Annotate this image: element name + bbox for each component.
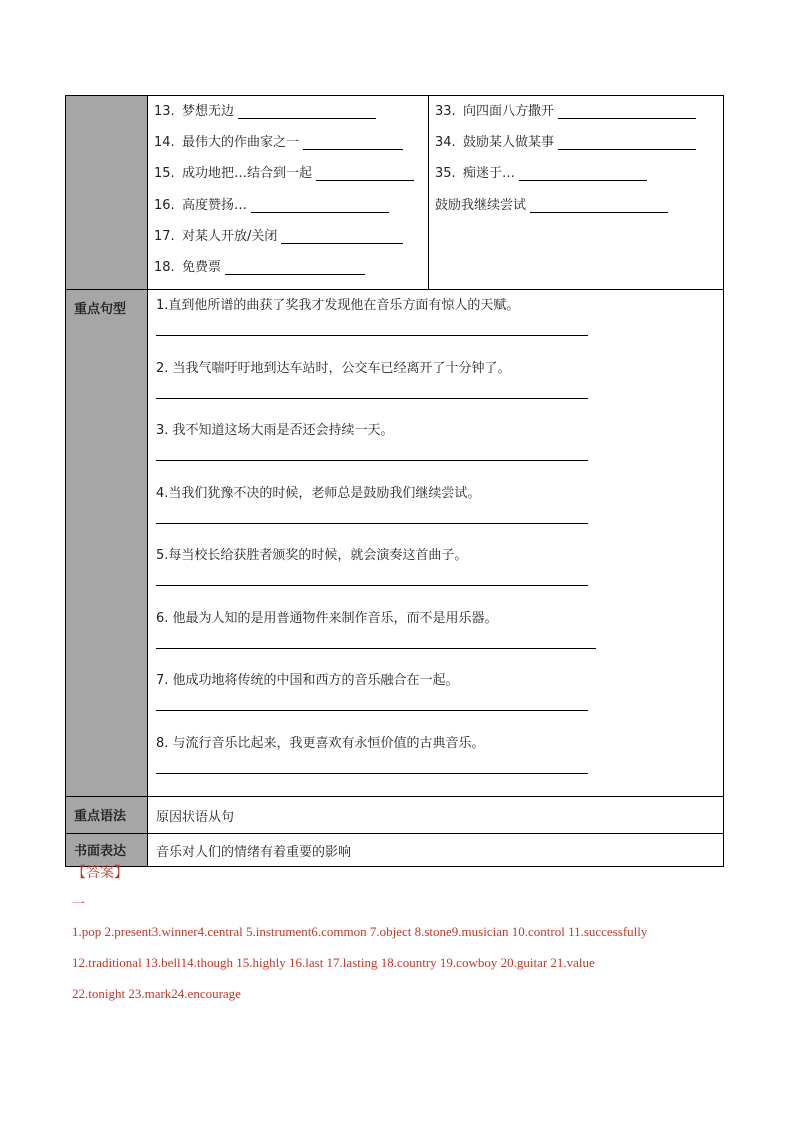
grammar-header-cell <box>66 797 148 834</box>
sentence-item <box>156 296 723 359</box>
vocab-number: 17. <box>154 228 175 244</box>
vocab-phrase: 梦想无边 <box>182 104 235 119</box>
vocab-phrase: 成功地把…结合到一起 <box>182 166 313 182</box>
vocab-phrase: 对某人开放/关闭 <box>182 228 278 244</box>
answer-line[interactable] <box>156 648 596 649</box>
vocab-number: 33. <box>435 104 456 119</box>
vocab-item <box>435 102 723 133</box>
answer-blank[interactable] <box>316 164 414 181</box>
answer-blank[interactable] <box>530 196 668 213</box>
answer-line-text: 22.tonight 23.mark24.encourage <box>72 986 241 1001</box>
answer-blank[interactable] <box>558 102 696 119</box>
sentence-item <box>156 734 723 797</box>
sentence-item <box>156 359 723 422</box>
answer-line[interactable] <box>156 710 588 711</box>
vocab-item <box>154 227 428 258</box>
answer-blank[interactable] <box>519 164 647 181</box>
answer-line[interactable] <box>156 773 588 774</box>
answer-line[interactable] <box>156 523 588 524</box>
vocab-right-list <box>429 96 723 227</box>
sentence-item <box>156 484 723 547</box>
sentence-prompt: 7. 他成功地将传统的中国和西方的音乐融合在一起。 <box>156 673 459 689</box>
vocab-number: 18. <box>154 259 175 275</box>
sentence-prompt: 1.直到他所谱的曲获了奖我才发现他在音乐方面有惊人的天赋。 <box>156 298 520 314</box>
answer-section-marker: 一 <box>72 896 86 911</box>
answer-line-text: 12.traditional 13.bell14.though 15.highly 16.last 17.lasting 18.country 19.cowboy 20.guitar 21.value <box>72 955 595 970</box>
sentence-item <box>156 546 723 609</box>
answer-blank[interactable] <box>225 258 365 275</box>
vocab-phrase: 免费票 <box>182 259 222 275</box>
answer-line[interactable] <box>156 585 588 586</box>
vocab-phrase: 最伟大的作曲家之一 <box>182 135 300 151</box>
vocab-item <box>435 164 723 195</box>
vocab-phrase: 鼓励我继续尝试 <box>435 197 527 213</box>
answer-blank[interactable] <box>303 133 403 150</box>
vocab-left-list <box>148 96 428 289</box>
grammar-header: 重点语法 <box>74 809 127 825</box>
vocab-item <box>435 196 723 227</box>
answer-blank[interactable] <box>238 102 376 119</box>
sentence-prompt: 6. 他最为人知的是用普通物件来制作音乐，而不是用乐器。 <box>156 610 498 626</box>
answer-blank[interactable] <box>251 196 389 213</box>
sentence-prompt: 5.每当校长给获胜者颁奖的时候，就会演奏这首曲子。 <box>156 548 468 564</box>
sentence-prompt: 3. 我不知道这场大雨是否还会持续一天。 <box>156 423 394 439</box>
writing-text: 音乐对人们的情绪有着重要的影响 <box>156 844 352 860</box>
vocab-item <box>154 164 428 195</box>
sentences-cell <box>148 290 724 797</box>
sentence-item <box>156 671 723 734</box>
sentence-prompt: 4.当我们犹豫不决的时候，老师总是鼓励我们继续尝试。 <box>156 485 481 501</box>
vocab-number: 34. <box>435 135 456 151</box>
worksheet-table <box>65 95 724 867</box>
sentence-item <box>156 609 723 672</box>
sentences-header-cell <box>66 290 148 797</box>
sentence-list <box>156 296 723 796</box>
vocab-item <box>154 102 428 133</box>
vocab-item <box>154 258 428 289</box>
vocab-phrase: 高度赞扬… <box>182 197 248 213</box>
vocab-number: 16. <box>154 197 175 213</box>
sentence-item <box>156 421 723 484</box>
answer-title: 【答案】 <box>72 865 128 881</box>
vocab-header-cell <box>66 96 148 290</box>
sentence-prompt: 8. 与流行音乐比起来，我更喜欢有永恒价值的古典音乐。 <box>156 735 485 751</box>
grammar-cell <box>148 797 724 834</box>
vocab-phrase: 痴迷于… <box>463 166 516 182</box>
answer-blank[interactable] <box>558 133 696 150</box>
vocab-number: 35. <box>435 166 456 182</box>
vocab-item <box>435 133 723 164</box>
answer-blank[interactable] <box>281 227 403 244</box>
writing-header: 书面表达 <box>74 844 127 860</box>
answer-line[interactable] <box>156 335 588 336</box>
vocab-item <box>154 133 428 164</box>
sentences-header: 重点句型 <box>74 302 127 318</box>
answer-line[interactable] <box>156 398 588 399</box>
vocab-left-cell <box>148 96 429 290</box>
vocab-number: 13. <box>154 104 175 119</box>
vocab-phrase: 向四面八方撒开 <box>463 104 555 119</box>
vocab-number: 14. <box>154 135 175 151</box>
vocab-item <box>154 196 428 227</box>
vocab-number: 15. <box>154 166 175 182</box>
answer-line[interactable] <box>156 460 588 461</box>
answer-line-text: 1.pop 2.present3.winner4.central 5.instrument6.common 7.object 8.stone9.musician 10.control 11.successfully <box>72 924 648 939</box>
grammar-text: 原因状语从句 <box>156 809 235 825</box>
vocab-phrase: 鼓励某人做某事 <box>463 135 555 151</box>
vocab-right-cell <box>429 96 724 290</box>
writing-cell <box>148 834 724 867</box>
sentence-prompt: 2. 当我气喘吁吁地到达车站时，公交车已经离开了十分钟了。 <box>156 360 511 376</box>
